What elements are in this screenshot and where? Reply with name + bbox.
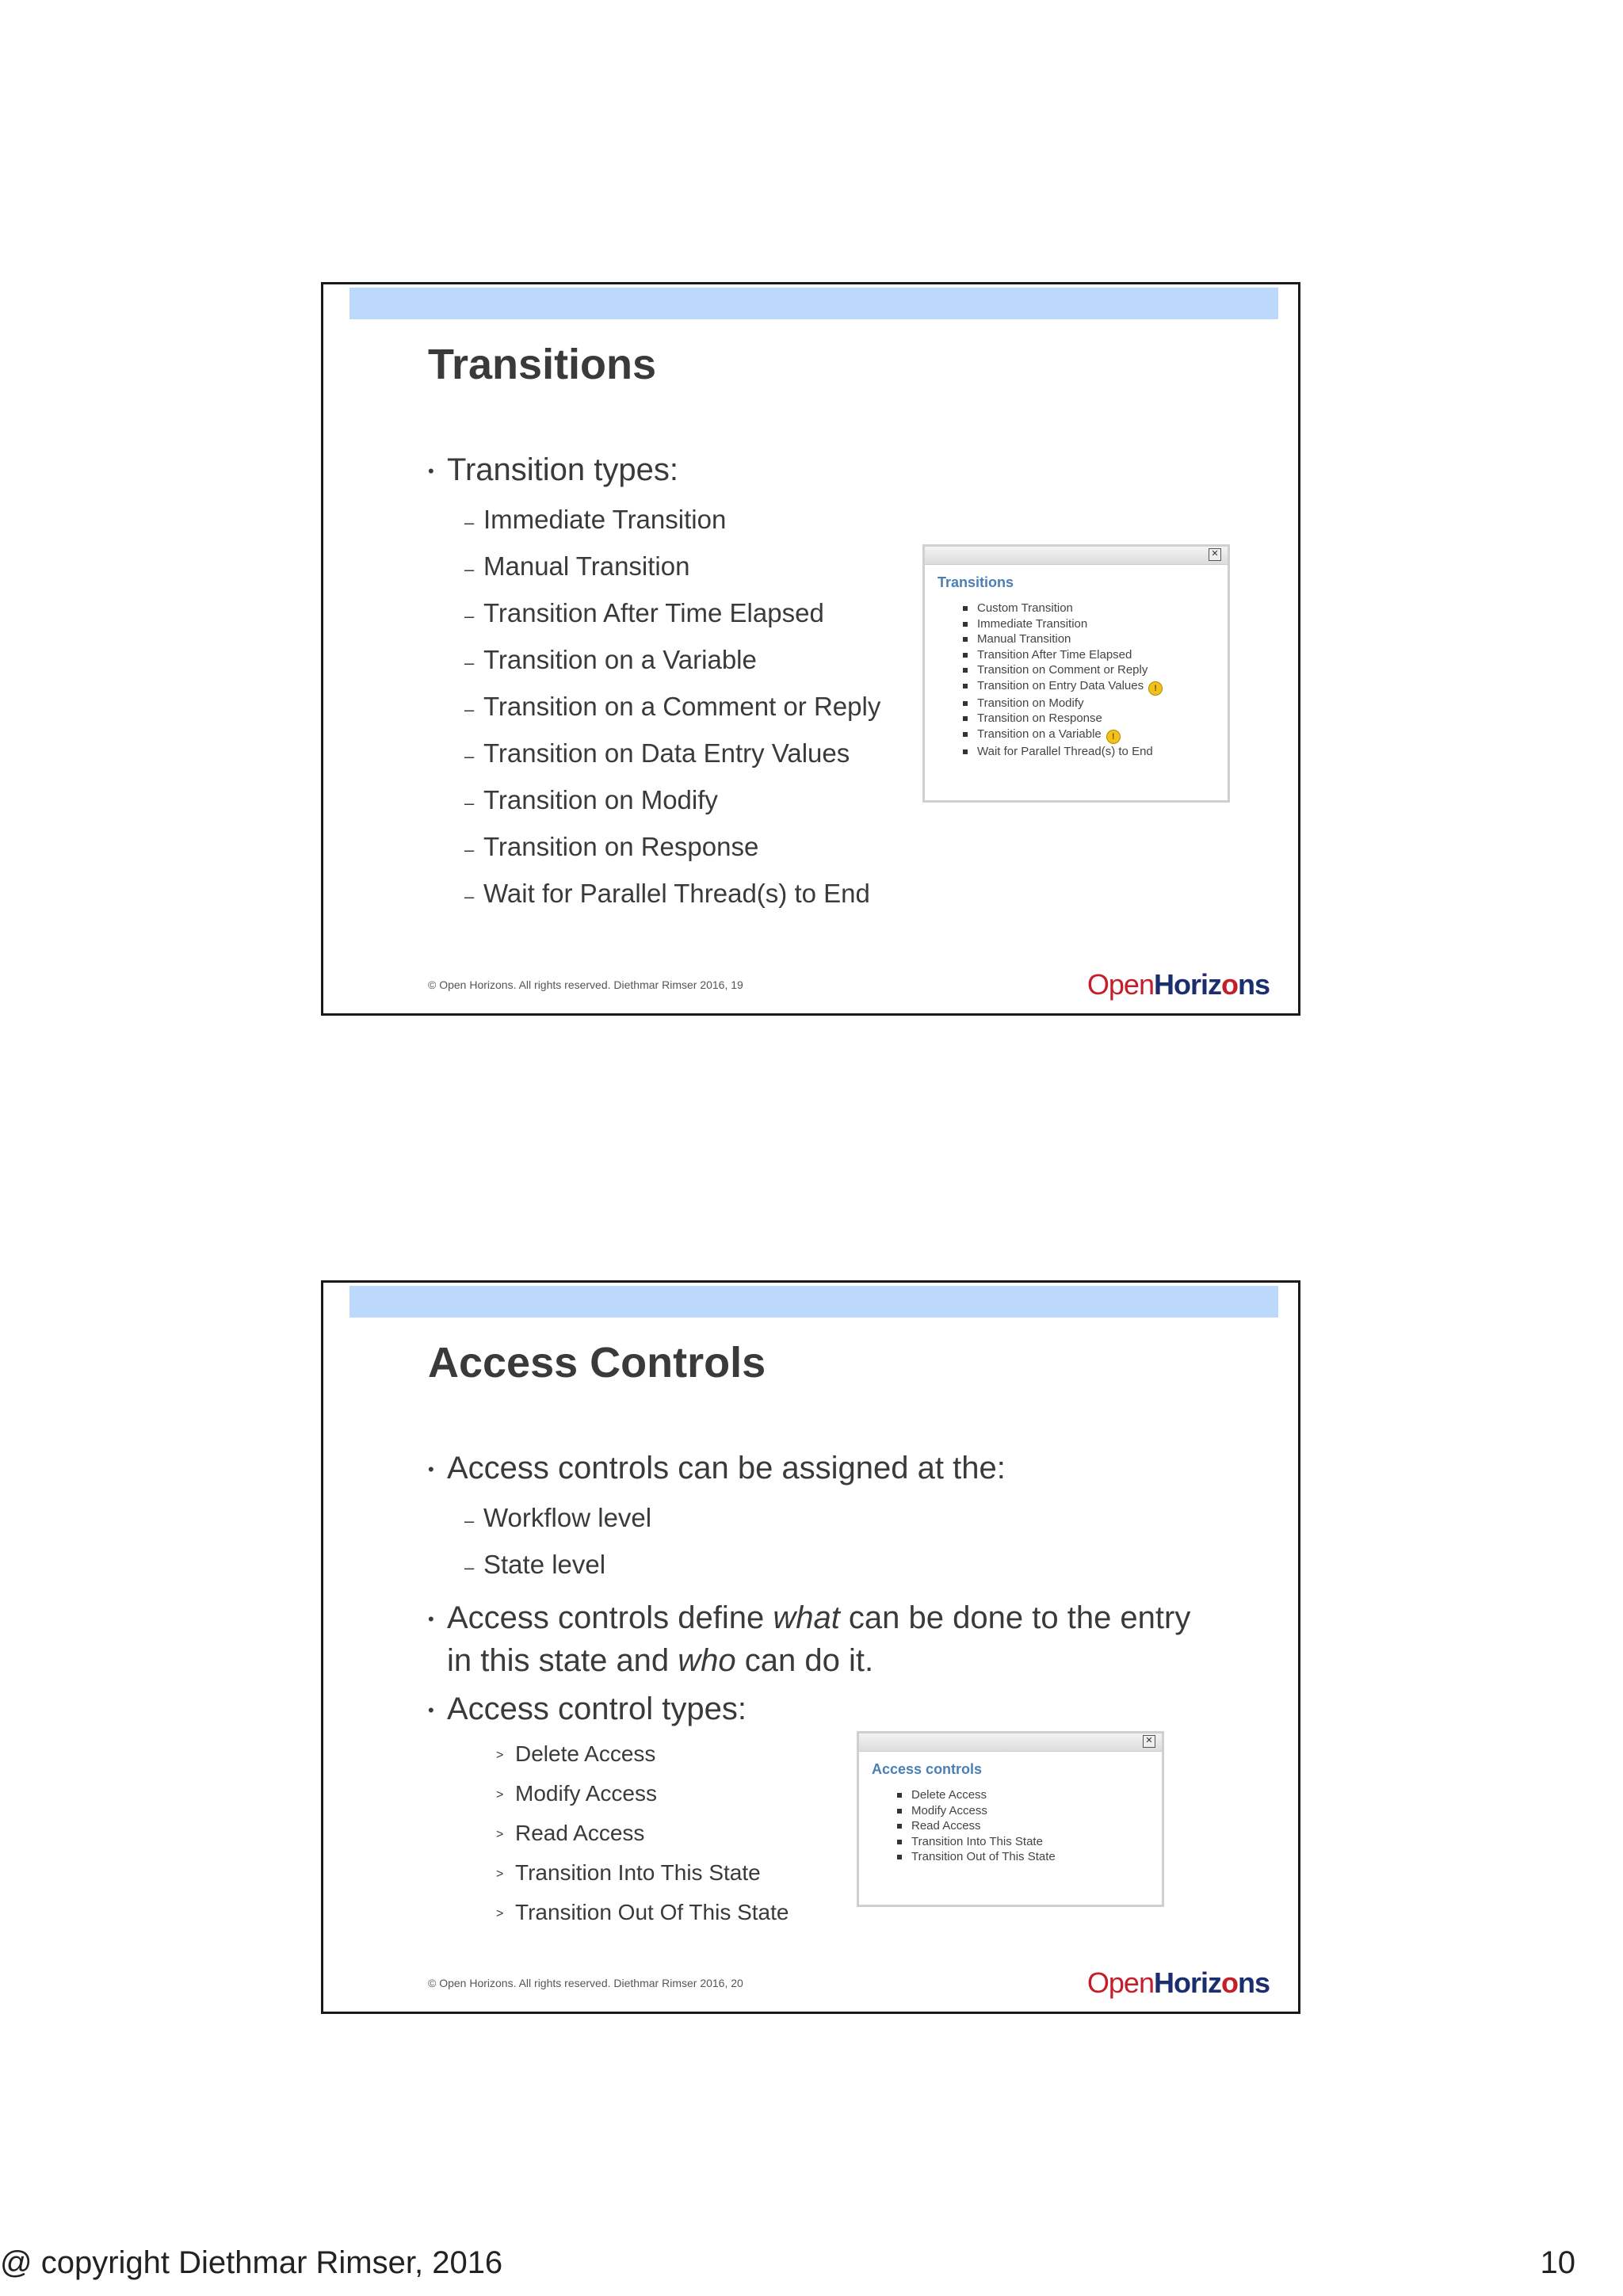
slide-access-controls — [321, 1280, 1300, 2014]
panel-list-item: Transition on Modify — [977, 696, 1228, 711]
bullet-assigned-at: • Access controls can be assigned at the: — [428, 1451, 1006, 1486]
list-item: – State level — [464, 1550, 606, 1579]
square-bullet-icon — [963, 716, 968, 721]
slide-footer: © Open Horizons. All rights reserved. Diethmar Rimser 2016, 19 — [428, 978, 743, 991]
bullet-dot-icon: • — [428, 1700, 434, 1721]
list-item: > Modify Access — [496, 1781, 657, 1806]
bullet-dot-icon: • — [428, 461, 434, 482]
slide-footer: © Open Horizons. All rights reserved. Diethmar Rimser 2016, 20 — [428, 1977, 743, 1989]
square-bullet-icon — [897, 1809, 902, 1814]
dash-icon: – — [464, 887, 475, 906]
square-bullet-icon — [963, 622, 968, 627]
list-item: – Immediate Transition — [464, 505, 727, 534]
open-horizons-logo: OpenHorizons — [1086, 968, 1270, 1001]
bullet-define: • Access controls define what can be done to the entry in this state and who can do it. — [428, 1600, 1191, 1679]
dash-icon: – — [464, 653, 475, 673]
dash-icon: – — [464, 840, 475, 860]
page-copyright: @ copyright Diethmar Rimser, 2016 — [0, 2245, 503, 2280]
close-icon: ✕ — [1209, 548, 1221, 561]
chevron-right-icon: > — [496, 1787, 504, 1802]
panel-list-item: Manual Transition — [977, 631, 1228, 647]
square-bullet-icon — [963, 701, 968, 706]
list-item: – Transition on Response — [464, 832, 759, 861]
slide-title: Access Controls — [428, 1339, 766, 1386]
list-item: – Transition on Modify — [464, 785, 718, 814]
square-bullet-icon — [963, 668, 968, 673]
list-item: – Transition on a Comment or Reply — [464, 692, 881, 721]
page-number: 10 — [1540, 2245, 1575, 2280]
list-item: – Manual Transition — [464, 551, 690, 581]
panel-list — [925, 601, 1228, 759]
warning-icon: ! — [1106, 730, 1121, 744]
chevron-right-icon: > — [496, 1827, 504, 1841]
slide-transitions — [321, 282, 1300, 1016]
panel-titlebar — [925, 547, 1228, 565]
list-item: – Transition on Data Entry Values — [464, 738, 850, 768]
square-bullet-icon — [963, 637, 968, 642]
panel-list-item: Transition on Comment or Reply — [977, 662, 1228, 678]
dash-icon: – — [464, 559, 475, 579]
chevron-right-icon: > — [496, 1748, 504, 1762]
square-bullet-icon — [897, 1855, 902, 1859]
dash-icon: – — [464, 1511, 475, 1531]
panel-list-item: Transition After Time Elapsed — [977, 647, 1228, 663]
panel-title: Access controls — [872, 1761, 983, 1777]
warning-icon: ! — [1148, 681, 1163, 696]
slide-title: Transitions — [428, 341, 657, 388]
dash-icon: – — [464, 513, 475, 532]
panel-list-item: Transition Into This State — [911, 1834, 1162, 1850]
bullet-transition-types: • Transition types: — [428, 452, 678, 487]
bullet-dot-icon: • — [428, 1609, 434, 1630]
list-item: > Transition Out Of This State — [496, 1900, 789, 1924]
panel-list-item: Wait for Parallel Thread(s) to End — [977, 744, 1228, 760]
list-item: – Transition After Time Elapsed — [464, 598, 824, 627]
panel-list — [859, 1787, 1162, 1865]
panel-list-item: Transition on a Variable ! — [977, 727, 1228, 744]
panel-titlebar — [859, 1733, 1162, 1752]
dash-icon: – — [464, 793, 475, 813]
panel-list-item: Transition on Entry Data Values ! — [977, 678, 1228, 696]
list-item: – Workflow level — [464, 1503, 652, 1532]
bullet-control-types: • Access control types: — [428, 1691, 747, 1726]
dash-icon: – — [464, 746, 475, 766]
square-bullet-icon — [963, 606, 968, 611]
dash-icon: – — [464, 700, 475, 719]
transitions-panel-screenshot — [922, 544, 1230, 803]
chevron-right-icon: > — [496, 1906, 504, 1920]
dash-icon: – — [464, 1558, 475, 1577]
square-bullet-icon — [963, 684, 968, 688]
panel-list-item: Transition Out of This State — [911, 1849, 1162, 1865]
square-bullet-icon — [897, 1840, 902, 1844]
dash-icon: – — [464, 606, 475, 626]
panel-list-item: Delete Access — [911, 1787, 1162, 1803]
list-item: – Wait for Parallel Thread(s) to End — [464, 879, 870, 908]
open-horizons-logo: OpenHorizons — [1086, 1966, 1270, 1999]
panel-list-item: Read Access — [911, 1818, 1162, 1834]
panel-list-item: Transition on Response — [977, 711, 1228, 727]
square-bullet-icon — [897, 1824, 902, 1829]
bullet-dot-icon: • — [428, 1459, 434, 1480]
access-controls-panel-screenshot — [857, 1731, 1164, 1907]
panel-title: Transitions — [938, 574, 1014, 590]
square-bullet-icon — [963, 653, 968, 658]
list-item: > Delete Access — [496, 1741, 656, 1766]
panel-list-item: Modify Access — [911, 1803, 1162, 1819]
chevron-right-icon: > — [496, 1867, 504, 1881]
list-item: – Transition on a Variable — [464, 645, 757, 674]
title-band — [349, 288, 1278, 319]
close-icon: ✕ — [1143, 1735, 1155, 1748]
square-bullet-icon — [963, 749, 968, 754]
square-bullet-icon — [897, 1793, 902, 1798]
list-item: > Read Access — [496, 1821, 645, 1845]
list-item: > Transition Into This State — [496, 1860, 761, 1885]
panel-list-item: Immediate Transition — [977, 616, 1228, 632]
title-band — [349, 1286, 1278, 1318]
panel-list-item: Custom Transition — [977, 601, 1228, 616]
square-bullet-icon — [963, 732, 968, 737]
